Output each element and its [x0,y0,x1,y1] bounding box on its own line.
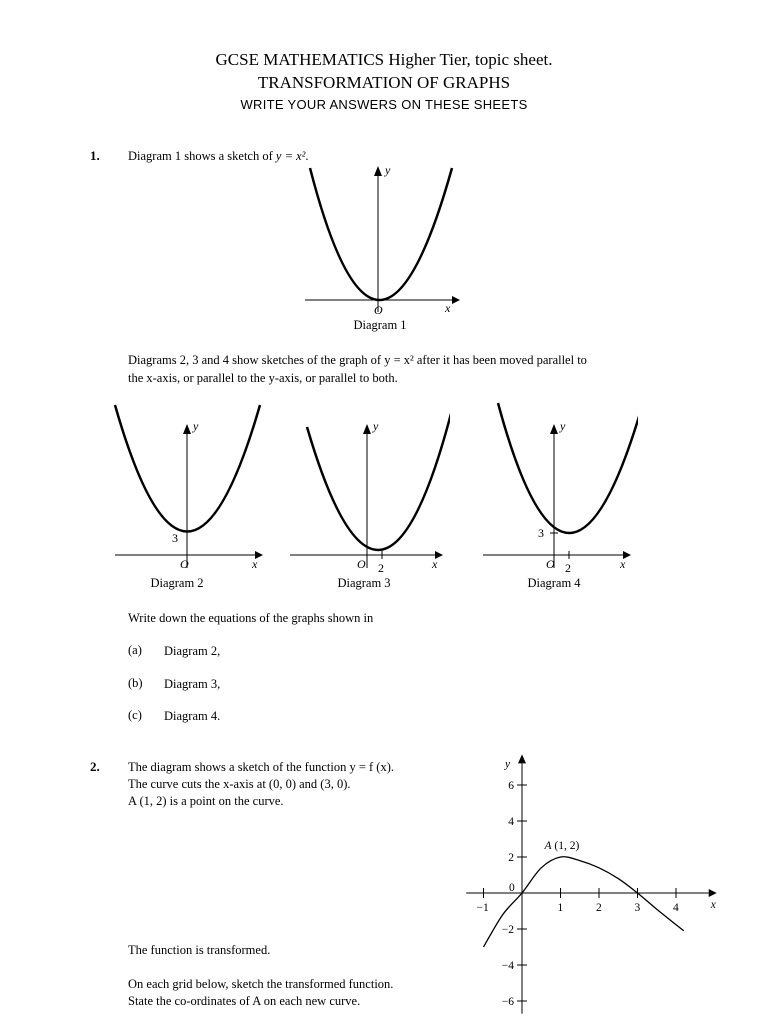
part-b-letter: (b) [128,676,143,690]
x-offset-mark: 2 [565,561,571,575]
label-layer [477,758,717,1008]
x-axis-label: x [445,301,451,315]
y-axis-label: y [385,163,391,177]
part-a-text: Diagram 2, [164,644,221,658]
q2-line-6: State the co-ordinates of A on each new curve. [128,994,361,1008]
diagram-1-graph [300,160,470,320]
y-tick-label: −2 [501,924,514,936]
x-axis-label: x [252,557,258,571]
diagram-1-caption: Diagram 1 [353,318,407,332]
y-axis-label: y [560,419,566,433]
diagram-3-caption: Diagram 3 [337,576,391,590]
x-tick-label: −1 [476,902,489,914]
topic-title: TRANSFORMATION OF GRAPHS [257,73,511,92]
instructions-subtitle: WRITE YOUR ANSWERS ON THESE SHEETS [240,97,528,112]
y-axis-arrow-icon [518,754,526,763]
parabola-curve [307,406,450,550]
origin-label: O [546,557,555,571]
y-axis-arrow-icon [363,424,371,434]
page-title: GCSE MATHEMATICS Higher Tier, topic sheet. [215,50,553,69]
diagram-2-caption: Diagram 2 [150,576,204,590]
part-c-letter: (c) [128,708,142,722]
parabola-curve [310,168,452,300]
q1-paragraph-line-1: Diagrams 2, 3 and 4 show sketches of the graph of y = x² after it has been moved parallel to [128,353,587,367]
origin-label: O [180,557,189,571]
x-tick-label: 3 [634,902,641,914]
y-axis-label: y [505,758,511,771]
x-intercept-mark: 2 [378,561,384,575]
x-tick-label: 2 [596,902,602,914]
y-axis-label: y [373,419,379,433]
y-axis-arrow-icon [183,424,191,434]
point-a-label: A (1, 2) [544,840,580,852]
origin-label: O [374,303,383,317]
question-2-number: 2. [90,759,100,774]
diagram-4-caption: Diagram 4 [527,576,581,590]
origin-label: O [357,557,366,571]
q1-intro-equation: y = x² [275,149,306,163]
part-b-text: Diagram 3, [164,677,221,691]
x-axis-label: x [620,557,626,571]
y-axis-arrow-icon [550,424,558,434]
x-axis-label: x [710,899,716,911]
x-axis-label: x [432,557,438,571]
diagram-3-graph [285,400,450,575]
part-c-text: Diagram 4. [164,709,221,723]
q2-line-4: The function is transformed. [128,943,271,957]
x-tick-label: 4 [673,902,679,914]
parabola-curve [498,403,638,533]
y-tick-label: −4 [501,960,514,972]
diagram-2-graph [110,400,270,575]
axes [466,754,717,1013]
question-1-intro [128,148,309,164]
q1-instruction: Write down the equations of the graphs shown in [128,611,374,625]
q1-intro-prefix: Diagram 1 shows a sketch of [128,149,276,163]
origin-label: 0 [509,882,515,894]
y-tick-label: 4 [508,816,514,828]
y-intercept-mark: 3 [538,526,544,540]
q2-line-2: The curve cuts the x-axis at (0, 0) and (3, 0). [128,777,351,791]
x-axis-arrow-icon [709,889,717,897]
x-tick-label: 1 [557,902,564,914]
y-axis-label: y [193,419,199,433]
q2-line-3: A (1, 2) is a point on the curve. [128,794,284,808]
function-graph [460,750,730,1020]
diagram-4-graph [478,400,638,575]
q1-paragraph-line-2: the x-axis, or parallel to the y-axis, or parallel to both. [128,371,398,385]
y-intercept-mark: 3 [172,531,178,545]
question-1-number: 1. [90,148,100,163]
y-tick-label: −6 [501,996,514,1008]
y-axis-arrow-icon [374,166,382,176]
y-tick-label: 6 [508,780,514,792]
x-axis-arrow-icon [452,296,460,304]
y-tick-label: 2 [508,852,514,864]
part-a-letter: (a) [128,643,142,657]
q2-line-5: On each grid below, sketch the transformed function. [128,977,394,991]
q2-line-1: The diagram shows a sketch of the function y = f (x). [128,760,395,774]
q1-intro-suffix: . [305,149,309,163]
